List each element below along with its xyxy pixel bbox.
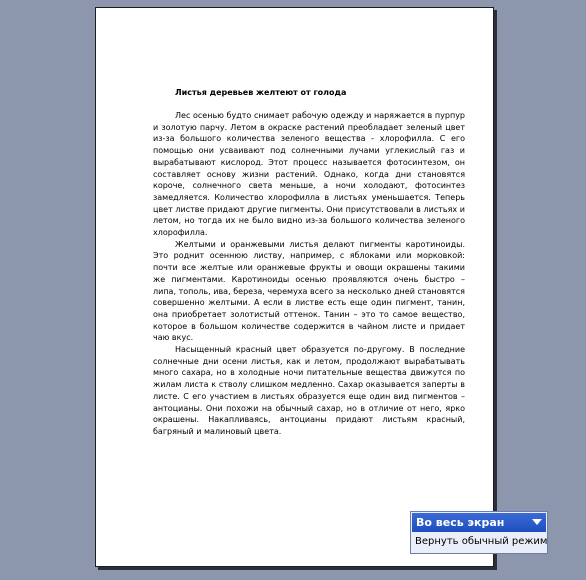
close-full-screen-button[interactable]: Вернуть обычный режим	[415, 536, 548, 547]
paragraph-1: Лес осенью будто снимает рабочую одежду и наряжается в пурпур и золотую парчу. Летом в окраске растений преобладает зеленый цвет из-за большого количества зеленого вещества - хлорофилла. С его помощью они усваивают под солнечными лучами углекислый газ и вырабатывают кислород. Этот процесс называется фотосинтезом, он составляет основу жизни растений. Однако, когда дни становятся короче, солнечного света меньше, а ночи холодают, фотосинтез замедляется. Количество хлорофилла в листьях уменьшается. Теперь цвет листве придают другие пигменты. Они присутствовали в листьях и летом, но тогда их не было видно из-за большого количества зеленого хлорофилла.	[153, 111, 465, 238]
document-body[interactable]	[153, 110, 465, 438]
full-screen-toolbar-title[interactable]	[412, 513, 546, 532]
full-screen-toolbar-label: Во весь экран	[416, 516, 505, 529]
document-title: Листья деревьев желтеют от голода	[175, 88, 347, 97]
full-screen-toolbar	[410, 511, 548, 554]
chevron-down-icon[interactable]	[532, 519, 542, 525]
paragraph-3: Насыщенный красный цвет образуется по-другому. В последние солнечные дни осени листья, как и летом, продолжают вырабатывать много сахара, но в холодные ночи питательные вещества движутся по жилам листа к стволу слишком медленно. Сахар оказывается заперты в листе. С его участием в листьях образуется еще один вид пигментов – антоцианы. Они похожи на обычный сахар, но в отличие от него, ярко окрашены. Накапливаясь, антоцианы придают листьям красный, багряный и малиновый цвета.	[153, 345, 465, 436]
paragraph-2: Желтыми и оранжевыми листья делают пигменты каротиноиды. Это роднит осеннюю листву, например, с яблоками или морковкой: почти все желтые или оранжевые фрукты и овощи окрашены такими же пигментами. Каротиноиды осенью проявляются очень быстро – липа, тополь, ива, береза, черемуха всего за несколько дней становятся совершенно желтыми. А если в листве есть еще один пигмент, танин, она приобретает золотистый оттенок. Танин – это то самое вещество, которое в большом количестве содержится в чайном листе и придает чаю вкус.	[153, 239, 465, 343]
document-page[interactable]	[95, 7, 494, 567]
